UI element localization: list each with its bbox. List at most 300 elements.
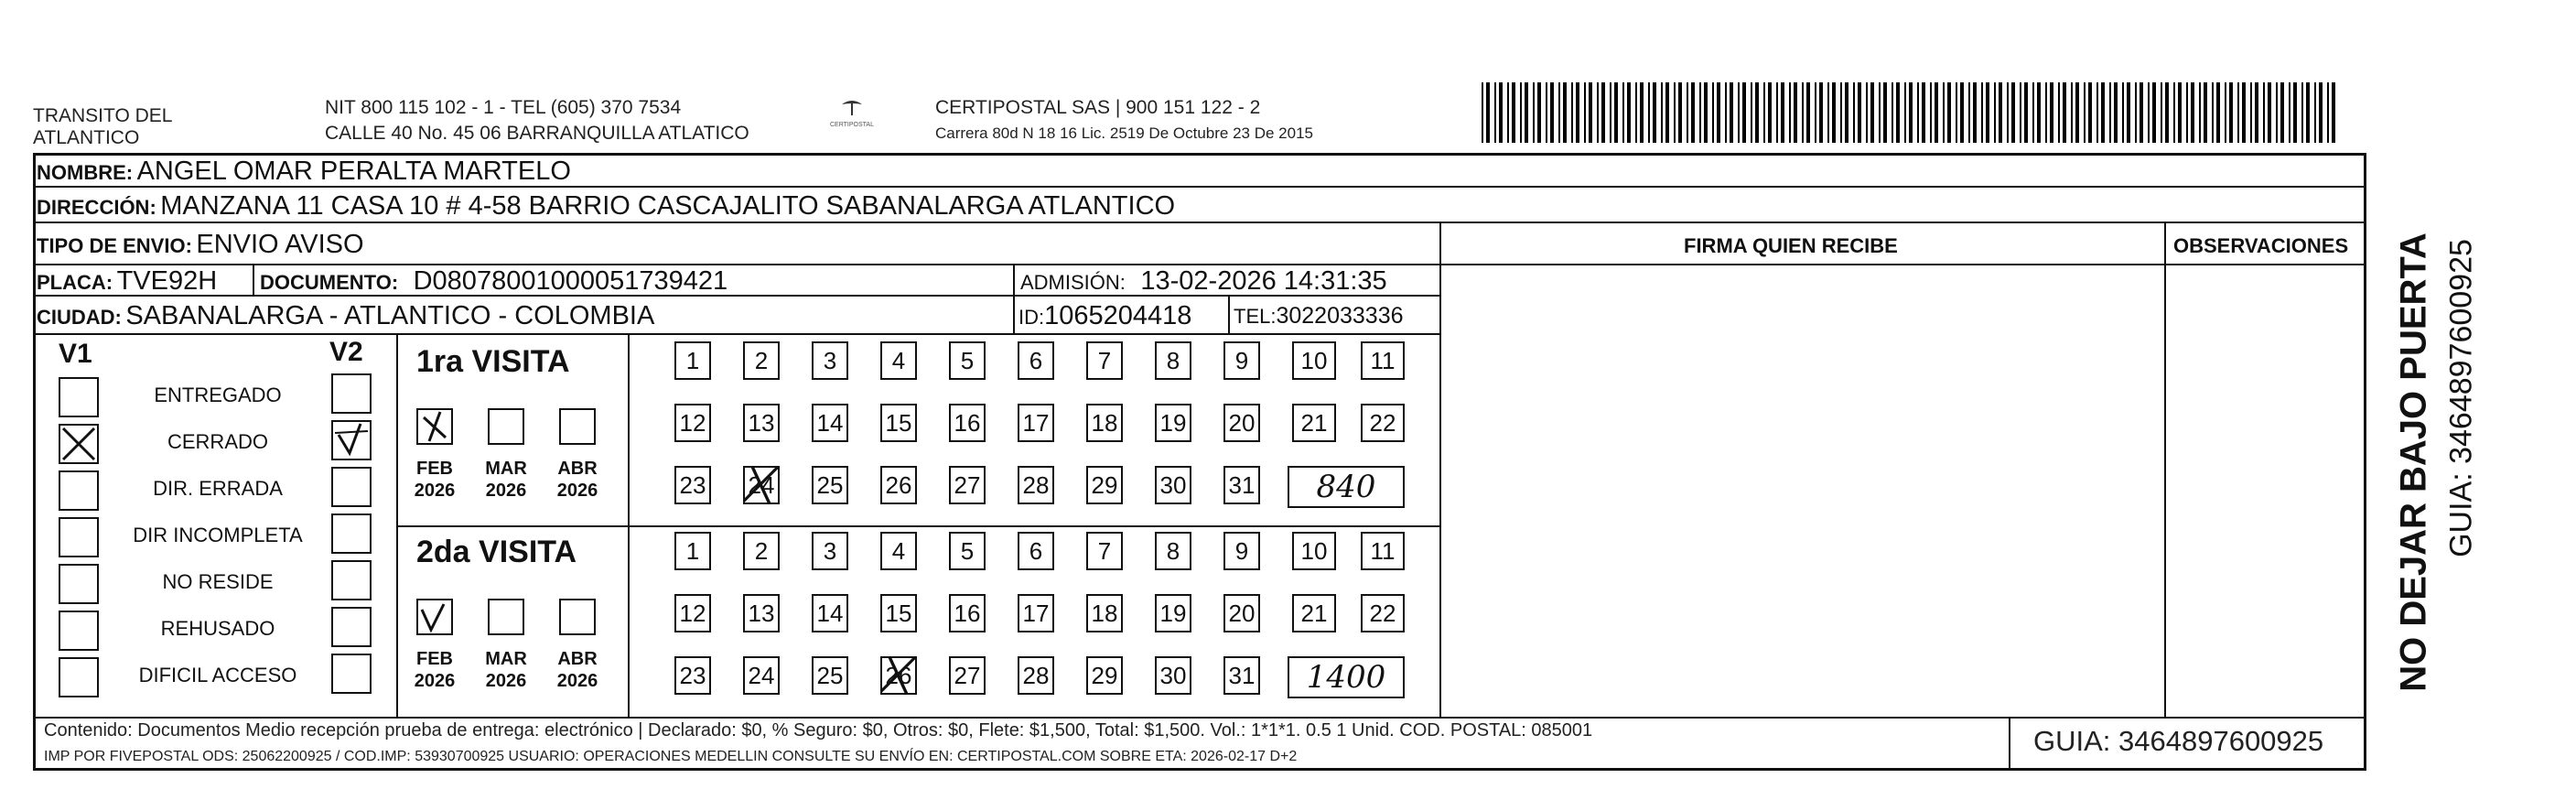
direccion-row [37,192,1175,224]
visit1-day-cell[interactable]: 20 [1223,404,1260,442]
visit2-day-cell[interactable]: 2 [743,532,780,570]
barcode-bar [2268,82,2271,143]
month-year: 2026 [414,481,456,501]
visit2-day-cell[interactable]: 18 [1086,594,1123,632]
visit2-day-cell[interactable]: 7 [1086,532,1123,570]
v1-checkbox[interactable] [59,470,99,511]
barcode-bar [1520,82,1522,143]
visit2-day-cell[interactable]: 17 [1018,594,1054,632]
v2-header: V2 [329,337,363,367]
visit1-day-cell[interactable]: 12 [674,404,711,442]
status-dir-errada: DIR. ERRADA [153,477,283,500]
section-divider [628,333,630,717]
barcode-bar [1537,82,1541,143]
tipo-envio-row [37,231,364,263]
visit2-day-cell[interactable]: 21 [1292,594,1336,632]
documento-value: D08078001000051739421 [413,266,728,296]
barcode-bar [1794,82,1797,143]
visit1-month-feb [403,458,467,502]
sender-info [325,97,749,145]
v2-checkbox[interactable] [331,467,372,507]
visit1-day-cell[interactable]: 7 [1086,341,1123,380]
barcode-bar [1653,82,1656,143]
barcode-bar [2075,82,2079,143]
column-divider [1439,222,1441,717]
barcode-bar [1601,82,1605,143]
visit2-day-cell[interactable]: 30 [1155,656,1191,695]
visit2-day-cell[interactable]: 6 [1018,532,1054,570]
barcode-bar [2186,82,2188,143]
barcode-bar [1870,82,1874,143]
month-year: 2026 [556,481,598,501]
org-name-line1: TRANSITO DEL [33,105,173,126]
v1-checkbox[interactable] [59,517,99,557]
barcode-bar [2088,82,2092,143]
visit2-day-cell[interactable]: 9 [1223,532,1260,570]
barcode-bar [2250,82,2252,143]
barcode-bar [2216,82,2220,143]
barcode-bar [1597,82,1599,143]
barcode-bar [2122,82,2124,143]
tel-label: TEL: [1234,305,1277,328]
org-name [33,105,172,149]
barcode-bar [1999,82,2002,143]
barcode-bar [1687,82,1688,143]
footer-imp-line: IMP POR FIVEPOSTAL ODS: 25062200925 / COD.IMP: 53930700925 USUARIO: OPERACIONES MEDELLIN CONSULTE SU ENVÍO EN: CERTIPOSTAL.COM SOBRE ETA: 2026-02-17 D+2 [44,749,1298,764]
visit2-day-cell[interactable]: 31 [1223,656,1260,695]
visit2-month-abr [545,648,609,692]
section-divider [396,333,398,717]
barcode-bar [1840,82,1842,143]
column-header-divider [1439,264,2366,265]
visit2-day-cell[interactable]: 11 [1361,532,1405,570]
v2-checkbox[interactable] [331,513,372,554]
barcode-bar [1576,82,1579,143]
v1-checkbox[interactable] [59,657,99,697]
footer-guia: GUIA: 3464897600925 [2033,725,2324,757]
direccion-value: MANZANA 11 CASA 10 # 4-58 BARRIO CASCAJALITO SABANALARGA ATLANTICO [160,191,1176,221]
barcode-bar [1674,82,1676,143]
id-row [1019,302,1191,334]
certipostal-logo [820,97,884,128]
visit1-day-cell[interactable]: 27 [949,466,986,504]
barcode-bar [1640,82,1644,143]
visit1-day-cell[interactable]: 9 [1223,341,1260,380]
barcode-bar [1947,82,1951,143]
barcode-bar [1486,82,1490,143]
barcode-bar [1858,82,1861,143]
v1-checkbox[interactable] [59,564,99,604]
barcode-bar [1610,82,1611,143]
barcode [1480,82,2340,146]
visit1-day-cell[interactable]: 4 [880,341,917,380]
barcode-bar [1904,82,1906,143]
visit1-day-cell[interactable]: 1 [674,341,711,380]
barcode-bar [2225,82,2226,143]
documento-row [260,267,728,299]
barcode-bar [1879,82,1881,143]
barcode-bar [1712,82,1714,143]
visit1-month-abr [545,458,609,502]
barcode-bar [1494,82,1496,143]
documento-label: DOCUMENTO: [260,271,399,294]
month-name: FEB [416,649,453,669]
month-year: 2026 [485,481,527,501]
sender-nit: NIT 800 115 102 - 1 - TEL (605) 370 7534 [325,97,682,118]
v2-checkbox[interactable] [331,607,372,647]
check-mark-icon [333,422,370,459]
firma-header: FIRMA QUIEN RECIBE [1684,234,1898,257]
barcode-bar [1922,82,1925,143]
visit2-day-cell[interactable]: 14 [812,594,848,632]
barcode-bar [1622,82,1624,143]
visit1-day-cell[interactable]: 6 [1018,341,1054,380]
barcode-bar [2173,82,2175,143]
visit2-day-cell[interactable]: 12 [674,594,711,632]
status-dificil-acceso: DIFICIL ACCESO [138,664,297,686]
x-mark-icon [60,426,97,462]
v2-checkbox[interactable] [331,373,372,414]
barcode-bar [2101,82,2105,143]
barcode-bar [2237,82,2239,143]
visit1-day-cell[interactable]: 17 [1018,404,1054,442]
barcode-bar [1986,82,1989,143]
barcode-bar [1853,82,1855,143]
visit1-day-cell[interactable]: 26 [880,466,917,504]
month-name: MAR [485,649,527,669]
barcode-bar [1832,82,1836,143]
visit2-day-cell[interactable]: 19 [1155,594,1191,632]
visit1-day-cell[interactable]: 30 [1155,466,1191,504]
barcode-bar [2242,82,2246,143]
visit1-abr-checkbox[interactable] [559,408,596,445]
barcode-bar [2063,82,2066,143]
barcode-bar [2114,82,2118,143]
month-name: ABR [557,649,598,669]
cell-divider [253,264,254,295]
barcode-bar [2178,82,2182,143]
barcode-bar [1763,82,1765,143]
month-name: MAR [485,459,527,479]
visit2-day-cell[interactable]: 5 [949,532,986,570]
barcode-bar [1699,82,1701,143]
visit-divider [396,525,1439,527]
barcode-bar [1930,82,1932,143]
barcode-bar [2327,82,2329,143]
visit1-feb-checkbox[interactable] [416,408,453,445]
shipping-form [33,153,2366,771]
visit2-day-cell[interactable]: 28 [1018,656,1054,695]
visit2-month-feb [403,648,467,692]
visit2-day-cell[interactable]: 8 [1155,532,1191,570]
barcode-bar [2071,82,2073,143]
barcode-bar [2293,82,2297,143]
barcode-bar [2148,82,2150,143]
barcode-bar [1558,82,1560,143]
admision-value: 13-02-2026 14:31:35 [1140,266,1387,296]
barcode-bar [1512,82,1515,143]
barcode-bar [1883,82,1887,143]
barcode-bar [1627,82,1631,143]
nombre-row [37,157,571,189]
sender-address: CALLE 40 No. 45 06 BARRANQUILLA ATLATICO [325,123,749,144]
visit2-day-cell[interactable]: 25 [812,656,848,695]
barcode-bar [1935,82,1938,143]
visit1-day-cell[interactable]: 25 [812,466,848,504]
visit2-day-cell[interactable]: 16 [949,594,986,632]
barcode-bar [1704,82,1708,143]
barcode-bar [2263,82,2265,143]
footer-guia-divider [2009,717,2010,771]
barcode-bar [1563,82,1567,143]
barcode-bar [1781,82,1784,143]
v2-checkbox[interactable] [331,560,372,600]
barcode-bar [1507,82,1509,143]
barcode-bar [1819,82,1823,143]
barcode-bar [1635,82,1637,143]
barcode-bar [2152,82,2156,143]
nombre-value: ANGEL OMAR PERALTA MARTELO [136,157,571,186]
barcode-bar [2204,82,2207,143]
barcode-bar [2332,82,2335,143]
barcode-bar [1892,82,1893,143]
barcode-bar [2045,82,2047,143]
column-divider [2164,222,2166,717]
barcode-bar [2020,82,2021,143]
company-info [935,97,1313,145]
status-rehusado: REHUSADO [160,617,275,640]
placa-label: PLACA: [37,271,113,294]
id-value: 1065204418 [1044,301,1192,330]
barcode-bar [1917,82,1919,143]
v2-checkbox[interactable] [331,654,372,694]
month-name: FEB [416,459,453,479]
barcode-bar [1776,82,1778,143]
barcode-bar [1742,82,1746,143]
barcode-bar [1730,82,1733,143]
barcode-bar [1802,82,1804,143]
logo-text: CERTIPOSTAL [830,122,874,128]
visit1-title: 1ra VISITA [416,344,570,379]
barcode-bar [2161,82,2162,143]
barcode-bar [1751,82,1752,143]
barcode-bar [1499,82,1503,143]
month-year: 2026 [556,671,598,691]
status-cerrado: CERRADO [167,430,268,453]
org-name-line2: ATLANTICO [33,127,140,148]
barcode-bar [1815,82,1816,143]
visit2-day-cell[interactable]: 24 [743,656,780,695]
barcode-bar [2109,82,2111,143]
visit1-day-cell[interactable]: 24 [743,466,780,504]
barcode-bar [1943,82,1945,143]
visit1-month-mar [474,458,538,502]
visit2-day-cell[interactable]: 26 [880,656,917,695]
visit2-day-cell[interactable]: 29 [1086,656,1123,695]
visit1-day-cell[interactable]: 18 [1086,404,1123,442]
company-address: Carrera 80d N 18 16 Lic. 2519 De Octubre 23 De 2015 [935,124,1313,142]
admision-row [1020,267,1387,299]
barcode-bar [1981,82,1983,143]
visit2-day-cell[interactable]: 22 [1361,594,1405,632]
barcode-bar [1968,82,1970,143]
visit2-handwritten-note: 1400 [1288,656,1405,698]
barcode-bar [1956,82,1957,143]
visit1-day-cell[interactable]: 28 [1018,466,1054,504]
v2-checkbox[interactable] [331,420,372,460]
visit2-feb-checkbox[interactable] [416,599,453,635]
status-dir-incompleta: DIR INCOMPLETA [133,524,303,546]
barcode-bar [2084,82,2086,143]
visit1-day-cell[interactable]: 23 [674,466,711,504]
barcode-bar [2058,82,2060,143]
barcode-bar [1845,82,1848,143]
barcode-bar [1994,82,1996,143]
visit2-day-cell[interactable]: 1 [674,532,711,570]
visit1-mar-checkbox[interactable] [488,408,524,445]
month-year: 2026 [414,671,456,691]
barcode-bar [1827,82,1829,143]
tel-value: 3022033336 [1276,303,1404,329]
barcode-bar [1755,82,1759,143]
visit2-day-cell[interactable]: 10 [1292,532,1336,570]
visit2-day-cell[interactable]: 23 [674,656,711,695]
v1-checkbox[interactable] [59,611,99,651]
visit1-day-cell[interactable]: 5 [949,341,986,380]
visit2-day-cell[interactable]: 27 [949,656,986,695]
visit1-day-cell[interactable]: 29 [1086,466,1123,504]
company-line: CERTIPOSTAL SAS | 900 151 122 - 2 [935,97,1261,118]
month-name: ABR [557,459,598,479]
barcode-bar [2135,82,2137,143]
ciudad-label: CIUDAD: [37,306,122,329]
visit2-day-cell[interactable]: 4 [880,532,917,570]
visit1-day-cell[interactable]: 14 [812,404,848,442]
barcode-bar [1717,82,1720,143]
visit1-day-cell[interactable]: 22 [1361,404,1405,442]
visit1-day-cell[interactable]: 10 [1292,341,1336,380]
visit1-day-cell[interactable]: 3 [812,341,848,380]
visit2-mar-checkbox[interactable] [488,599,524,635]
cell-divider [1013,264,1015,333]
visit1-day-cell[interactable]: 19 [1155,404,1191,442]
visit2-day-cell[interactable]: 15 [880,594,917,632]
visit2-day-cell[interactable]: 20 [1223,594,1260,632]
visit1-day-cell[interactable]: 31 [1223,466,1260,504]
ciudad-value: SABANALARGA - ATLANTICO - COLOMBIA [125,301,655,330]
barcode-bar [2096,82,2098,143]
side-guia: GUIA: 3464897600925 [2443,239,2479,557]
barcode-bar [1584,82,1586,143]
barcode-bar [2276,82,2278,143]
barcode-bar [1533,82,1535,143]
barcode-bar [2229,82,2233,143]
tel-row [1234,302,1404,333]
barcode-bar [1725,82,1727,143]
visit1-day-cell[interactable]: 15 [880,404,917,442]
barcode-bar [1525,82,1528,143]
barcode-bar [1973,82,1977,143]
barcode-bar [2289,82,2290,143]
barcode-bar [2050,82,2053,143]
v1-checkbox[interactable] [59,424,99,464]
barcode-bar [2032,82,2034,143]
footer-content-line: Contenido: Documentos Medio recepción prueba de entrega: electrónico | Declarado: $0, % Seguro: $0, Otros: $0, Flete: $1,500, Total: $1,500. Vol.: 1*1*1. 0.5 1 Unid. COD. POSTAL: 085001 [44,720,1593,740]
barcode-bar [2139,82,2143,143]
barcode-bar [1661,82,1663,143]
barcode-bar [2165,82,2169,143]
barcode-bar [2319,82,2323,143]
nombre-label: NOMBRE: [37,161,134,184]
visit1-handwritten-note: 840 [1288,466,1405,508]
cell-divider [1228,295,1230,333]
visit1-day-cell[interactable]: 11 [1361,341,1405,380]
visit2-day-cell[interactable]: 3 [812,532,848,570]
no-dejar-bajo-puerta: NO DEJAR BAJO PUERTA [2393,232,2434,692]
observaciones-header: OBSERVACIONES [2173,234,2349,257]
barcode-bar [1896,82,1900,143]
visit2-day-cell[interactable]: 13 [743,594,780,632]
visit1-day-cell[interactable]: 16 [949,404,986,442]
status-entregado: ENTREGADO [154,384,282,406]
barcode-bar [1550,82,1554,143]
v1-header: V1 [59,339,92,369]
check-mark-icon [418,600,451,633]
barcode-bar [1691,82,1695,143]
barcode-bar [1866,82,1868,143]
barcode-bar [1678,82,1682,143]
barcode-bar [2212,82,2214,143]
month-year: 2026 [485,671,527,691]
admision-label: ADMISIÓN: [1020,271,1126,294]
barcode-bar [2255,82,2258,143]
barcode-bar [1960,82,1964,143]
barcode-bar [2024,82,2028,143]
footer-divider [34,717,2366,719]
barcode-bar [2011,82,2015,143]
visit1-day-cell[interactable]: 2 [743,341,780,380]
barcode-bar [2199,82,2201,143]
barcode-bar [2301,82,2303,143]
visit2-month-mar [474,648,538,692]
tipo-envio-label: TIPO DE ENVIO: [37,234,192,257]
ciudad-row [37,302,654,334]
x-mark-icon [418,410,451,443]
barcode-bar [1614,82,1618,143]
barcode-bar [2280,82,2284,143]
barcode-bar [2306,82,2310,143]
barcode-bar [2127,82,2130,143]
visit1-day-cell[interactable]: 13 [743,404,780,442]
barcode-bar [1571,82,1573,143]
barcode-bar [2191,82,2194,143]
placa-value: TVE92H [116,266,218,296]
barcode-bar [1806,82,1810,143]
placa-row [37,267,217,299]
visit2-abr-checkbox[interactable] [559,599,596,635]
visit2-title: 2da VISITA [416,535,577,569]
barcode-bar [1546,82,1547,143]
barcode-bar [1589,82,1592,143]
barcode-bar [1768,82,1772,143]
tipo-envio-value: ENVIO AVISO [196,230,364,259]
visit1-day-cell[interactable]: 21 [1292,404,1336,442]
visit1-day-cell[interactable]: 8 [1155,341,1191,380]
v1-checkbox[interactable] [59,377,99,417]
id-label: ID: [1019,306,1045,329]
barcode-bar [2007,82,2009,143]
barcode-bar [2314,82,2316,143]
